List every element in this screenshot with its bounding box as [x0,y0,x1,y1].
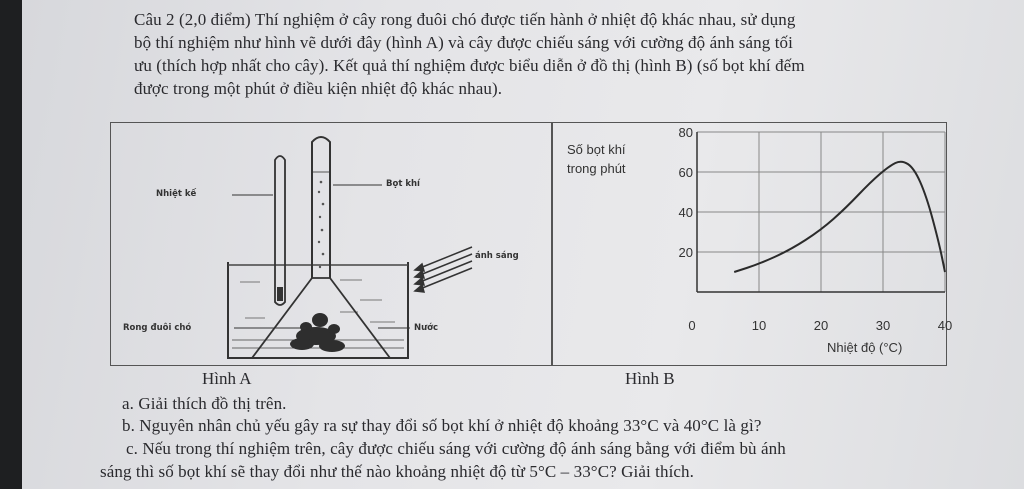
question-line-3: ưu (thích hợp nhất cho cây). Kết quả thí nghiệm được biểu diễn ở đồ thị (hình B) (số bọt khí đếm [134,56,805,75]
sub-question-c-line2: sáng thì số bọt khí sẽ thay đổi như thế nào khoảng nhiệt độ từ 5°C – 33°C? Giải thích. [100,462,695,481]
x-tick-label: 0 [688,318,696,333]
sub-question-a: a. Giải thích đồ thị trên. [122,394,287,413]
figure-a-caption: Hình A [202,369,252,388]
question-line-4: được trong một phút ở điều kiện nhiệt độ khác nhau). [134,79,503,98]
y-tick-label: 80 [678,125,693,140]
figure-b-caption: Hình B [625,369,675,388]
x-tick-label: 30 [875,318,891,333]
x-tick-label: 20 [813,318,829,333]
label-light: ánh sáng [475,251,519,261]
label-plant: Rong đuôi chó [123,323,192,333]
sub-question-b: b. Nguyên nhân chủ yếu gây ra sự thay đổi số bọt khí ở nhiệt độ khoảng 33°C và 40°C là gì? [122,416,762,435]
question-line-2: bộ thí nghiệm như hình vẽ dưới đây (hình A) và cây được chiếu sáng với cường độ ánh sáng tối [134,33,793,52]
chart-ylabel-line2: trong phút [567,161,626,176]
x-tick-label: 10 [751,318,767,333]
y-tick-label: 20 [678,245,693,260]
label-water: Nước [414,323,439,333]
temperature-bubble-chart [552,122,953,364]
y-tick-label: 60 [678,165,693,180]
x-tick-label: 40 [937,318,953,333]
label-thermometer: Nhiệt kế [156,189,197,199]
exam-paper [22,0,1024,489]
y-tick-label: 40 [678,205,693,220]
sub-question-c-line1: c. Nếu trong thí nghiệm trên, cây được chiếu sáng với cường độ ánh sáng bằng với điểm bù ánh [126,439,786,458]
chart-ylabel-line1: Số bọt khí [567,142,626,157]
series-line [734,162,945,272]
chart-xlabel: Nhiệt độ (°C) [827,340,903,355]
question-header: Câu 2 (2,0 điểm) Thí nghiệm ở cây rong đuôi chó được tiến hành ở nhiệt độ khác nhau, sử dụng [134,10,796,29]
label-bubbles: Bọt khí [386,179,420,189]
